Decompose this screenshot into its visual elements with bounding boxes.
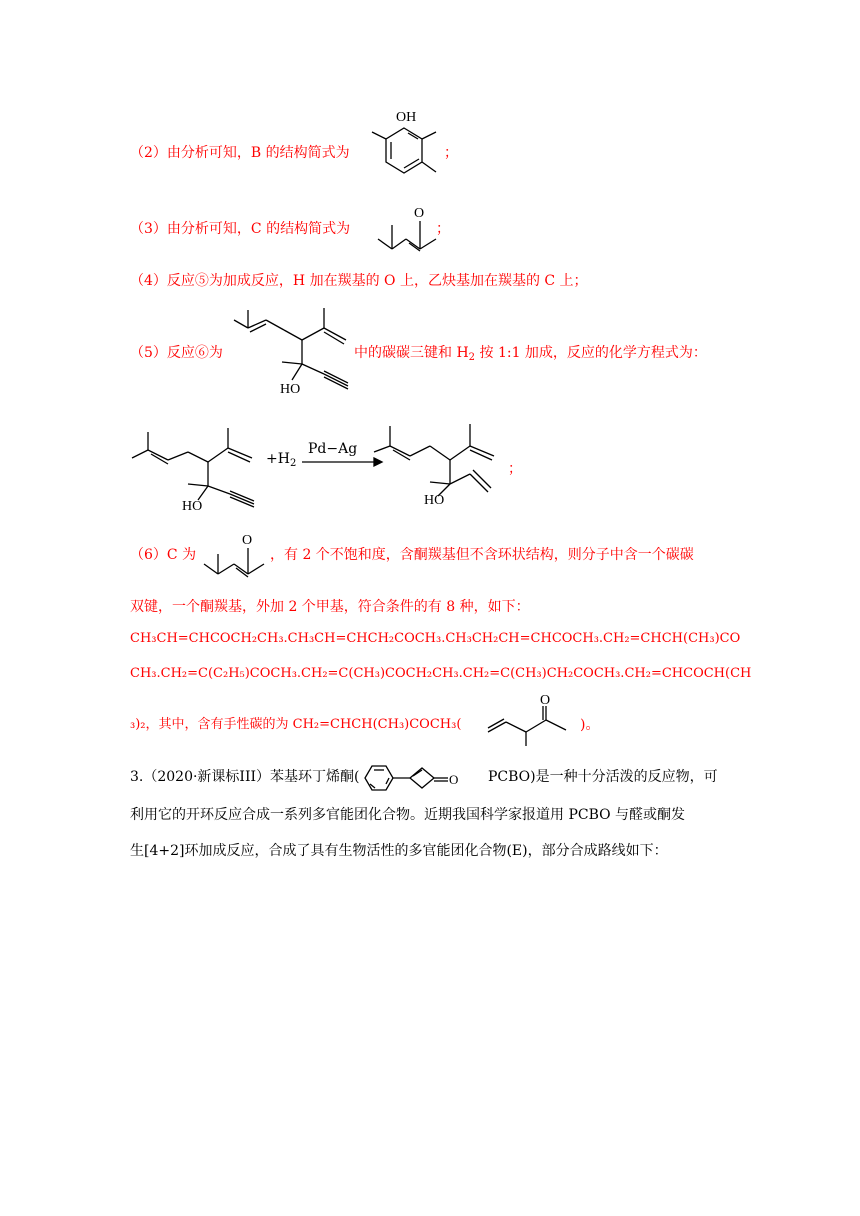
atom-ho-reactant: HO	[182, 499, 203, 514]
answer-line-2: （2）由分析可知，B 的结构简式为	[130, 145, 350, 161]
atom-o-pcbo: O	[449, 772, 459, 787]
question-3-line-1b: PCBO)是一种十分活泼的反应物，可	[488, 769, 718, 785]
answer-line-10a: ₃)₂，其中，含有手性碳的为 CH₂=CHCH(CH₃)COCH₃(	[130, 717, 462, 732]
line-5b-post: 按 1:1 加成，反应的化学方程式为：	[475, 345, 707, 361]
catalyst-label: Pd−Ag	[308, 441, 358, 457]
answer-line-5b	[354, 344, 707, 367]
answer-line-4: （4）反应⑤为加成反应，H 加在羰基的 O 上，乙炔基加在羰基的 C 上；	[130, 273, 588, 289]
line-5b-pre: 中的碳碳三键和 H	[354, 345, 469, 361]
isomer-list-line-2: CH₃.CH₂=C(C₂H₅)COCH₃.CH₂=C(CH₃)COCH₂CH₃.CH₂=C(CH₃)CH₂COCH₃.CH₂=CHCOCH(CH	[130, 666, 752, 681]
atom-ho-product: HO	[424, 493, 445, 508]
question-3-line-3: 生[4+2]环加成反应，合成了具有生物活性的多官能团化合物(E)，部分合成路线如下：	[130, 843, 668, 859]
question-3-line-1a: 3.（2020·新课标III）苯基环丁烯酮(	[130, 769, 360, 785]
h2-subscript: 2	[468, 352, 476, 363]
answer-line-6a: （6）C 为	[130, 547, 197, 563]
reactant-alkynol	[130, 414, 270, 514]
structure-alkynol	[228, 300, 358, 400]
atom-oh: OH	[396, 110, 417, 125]
atom-o: O	[414, 206, 425, 221]
reaction-arrow	[300, 456, 380, 468]
product-dienol	[372, 412, 512, 512]
answer-line-2-end: ；	[444, 145, 458, 161]
plus-h: +H	[266, 451, 290, 467]
answer-line-6b: ，有 2 个不饱和度，含酮羰基但不含环状结构，则分子中含一个碳碳	[270, 547, 694, 563]
structure-chiral-ketone	[484, 690, 574, 746]
answer-line-3-end: ；	[436, 221, 450, 237]
structure-b-phenol	[368, 106, 448, 186]
plus-h2	[266, 450, 296, 473]
structure-c-enone-2	[200, 528, 270, 584]
answer-line-10b: )。	[580, 717, 600, 733]
atom-o-3: O	[540, 693, 551, 708]
plus-h2-subscript: 2	[289, 458, 297, 469]
structure-pcbo	[352, 760, 492, 800]
atom-ho: HO	[280, 382, 301, 397]
atom-o-2: O	[242, 533, 253, 548]
answer-line-3: （3）由分析可知，C 的结构简式为	[130, 221, 351, 237]
answer-line-7: 双键，一个酮羰基，外加 2 个甲基，符合条件的有 8 种，如下：	[130, 599, 530, 615]
isomer-list-line-1: CH₃CH=CHCOCH₂CH₃.CH₃CH=CHCH₂COCH₃.CH₃CH₂CH=CHCOCH₃.CH₂=CHCH(CH₃)CO	[130, 631, 741, 646]
question-3-line-2: 利用它的开环反应合成一系列多官能团化合物。近期我国科学家报道用 PCBO 与醛或酮发	[130, 807, 686, 823]
equation-end: ；	[508, 461, 522, 477]
answer-line-5a: （5）反应⑥为	[130, 345, 223, 361]
